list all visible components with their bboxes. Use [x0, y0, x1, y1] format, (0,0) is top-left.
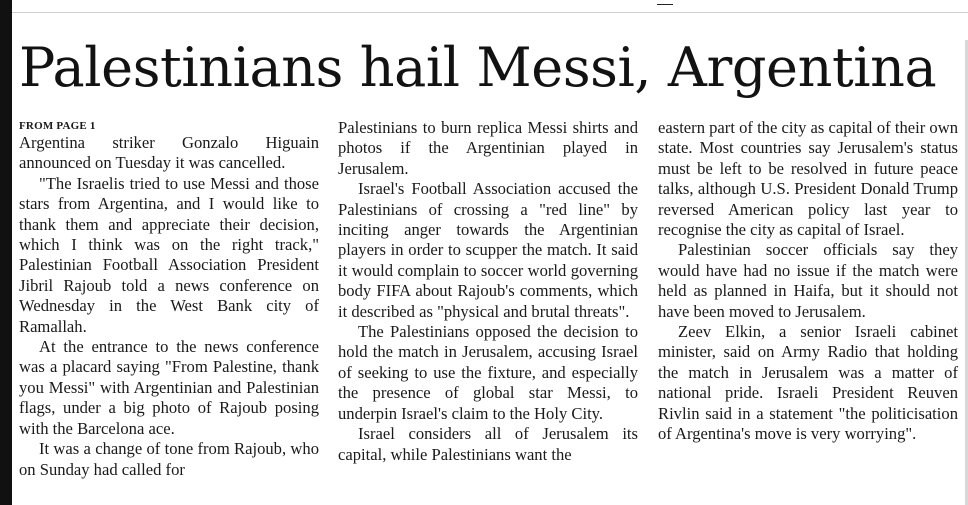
previous-article-strip: [12, 0, 968, 13]
paragraph: Zeev Elkin, a senior Israeli cabinet minister, said on Army Radio that holding the match in Jerusalem was a matter of national pride. Israeli President Reuven Rivlin said in a statement "the politicisation of Argentina's move is very worrying".: [658, 322, 958, 444]
paragraph: It was a change of tone from Rajoub, who on Sunday had called for: [19, 439, 319, 479]
article-column-1: [19, 121, 319, 480]
paragraph: eastern part of the city as capital of their own state. Most countries say Jerusalem's status must be left to be resolved in future peace talks, although U.S. President Donald Trump reversed American policy last year to recognise the city as capital of Israel.: [658, 118, 958, 240]
article-column-3: [658, 118, 958, 445]
page-edge-shadow: [0, 0, 12, 505]
paragraph: Palestinians to burn replica Messi shirts and photos if the Argentinian played in Jerusalem.: [338, 118, 638, 178]
paragraph: Argentina striker Gonzalo Higuain announced on Tuesday it was cancelled.: [19, 133, 319, 173]
paragraph: Israel considers all of Jerusalem its capital, while Palestinians want the: [338, 424, 638, 464]
headline: Palestinians hail Messi, Argentina: [19, 36, 937, 99]
paragraph: The Palestinians opposed the decision to hold the match in Jerusalem, accusing Israel of seeking to use the fixture, and especially the presence of global star Messi, to underpin Israel's claim to the Holy City.: [338, 322, 638, 423]
paragraph: At the entrance to the news conference was a placard saying "From Palestine, thank you Messi" with Argentinian and Palestinian flags, under a big photo of Rajoub posing with the Barcelona ace.: [19, 337, 319, 438]
paragraph: "The Israelis tried to use Messi and those stars from Argentina, and I would like to thank them and appreciate their decision, which I think was on the right track," Palestinian Football Association President Jibril Rajoub told a news conference on Wednesday in the West Bank city of Ramallah.: [19, 173, 319, 336]
paragraph: Palestinian soccer officials say they would have had no issue if the match were held as planned in Haifa, but it should not have been moved to Jerusalem.: [658, 240, 958, 321]
paragraph: Israel's Football Association accused the Palestinians of crossing a "red line" by inciting anger towards the Argentinian players in order to scupper the match. It said it would complain to soccer world governing body FIFA about Rajoub's comments, which it described as "physical and brutal threats".: [338, 179, 638, 321]
continuation-kicker: FROM PAGE 1: [19, 120, 96, 132]
strip-divider: [657, 4, 673, 5]
article-column-2: [338, 118, 638, 465]
